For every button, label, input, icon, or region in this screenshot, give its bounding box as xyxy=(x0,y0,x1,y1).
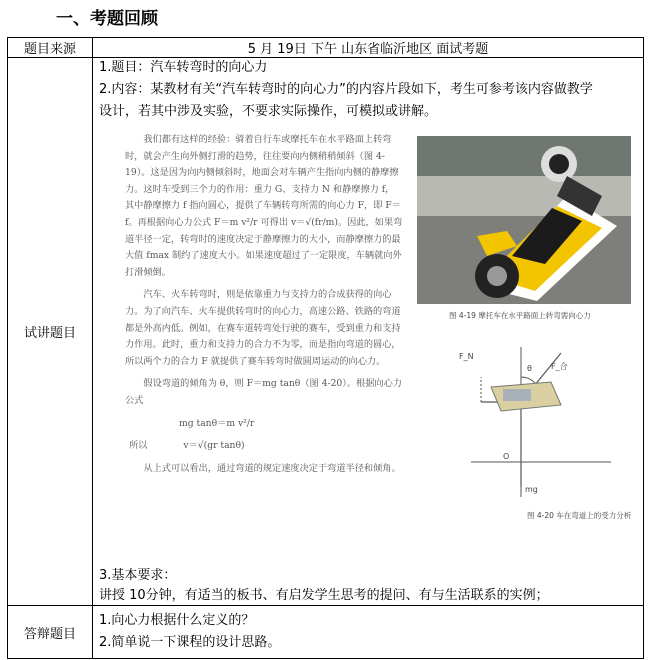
label-f: F_合 xyxy=(551,362,568,371)
motorcycle-photo xyxy=(417,136,631,304)
lecture-row xyxy=(8,58,644,606)
label-mg: mg xyxy=(525,485,538,494)
lecture-content-line2: 设计，若其中涉及实验，不要求实际操作，可模拟或讲解。 xyxy=(99,104,438,119)
excerpt-paragraph-3: 假设弯道的倾角为 θ，则 F＝mg tanθ（图 4-20）。根据向心力公式 xyxy=(125,378,402,406)
section-heading: 一、考题回顾 xyxy=(56,9,158,29)
formula-1-text: mg tanθ＝m v²/r xyxy=(179,417,255,429)
lecture-content-cell xyxy=(93,58,644,606)
excerpt-paragraph-1: 我们都有这样的经验：骑着自行车或摩托车在水平路面上转弯时，就会产生向外侧打滑的趋势，往往要向内侧稍稍倾斜（图 4-19）。这是因为向内侧倾斜时，地面会对车辆产生指向内侧的静摩擦力。这时车受到三个力的作用：重力 G、支持力 N 和静摩擦力 f，其中静摩擦力 f 指向圆心，提供了车辆转弯所需的向心力 F，即 F＝f。再根据向心力公式 F＝m v²/r 可得出 v＝√(fr/m)。因此，如果弯道半径一定，转弯时的速度决定于静摩擦力的大小，而静摩擦力的最大值 fmax 制约了速度大小。如果速度超过了一定限度，车辆就向外打滑倾倒。 xyxy=(125,134,403,278)
lecture-content-line1: 2.内容：某教材有关“汽车转弯时的向心力”的内容片段如下，考生可参考该内容做教学 xyxy=(99,82,593,97)
requirement-text: 讲授 10分钟，有适当的板书、有启发学生思考的提问、有与生活联系的实例； xyxy=(99,588,549,603)
label-o: O xyxy=(503,452,510,461)
source-value: 5 月 19日 下午 山东省临沂地区 面试考题 xyxy=(93,38,644,58)
requirement-title: 3.基本要求： xyxy=(99,568,177,583)
defense-question-2: 2.简单说一下课程的设计思路。 xyxy=(99,635,281,650)
formula-2 xyxy=(125,438,403,455)
figure-4-20-caption: 图 4-20 车在弯道上的受力分析 xyxy=(527,511,632,520)
source-label: 题目来源 xyxy=(8,38,93,58)
exam-table xyxy=(7,37,644,659)
excerpt-text xyxy=(125,132,403,483)
lecture-content xyxy=(93,58,643,605)
defense-question-1: 1.向心力根据什么定义的？ xyxy=(99,613,255,628)
textbook-excerpt xyxy=(115,132,652,567)
force-diagram xyxy=(451,347,631,497)
formula-1 xyxy=(125,416,403,433)
formula-2-prefix: 所以 xyxy=(129,440,148,452)
excerpt-paragraph-2: 汽车、火车转弯时，则是依靠重力与支持力的合成获得的向心力。为了向汽车、火车提供转弯时的向心力，高速公路、铁路的弯道都是外高内低。例如，在赛车道转弯处行驶的赛车，受到重力和支持力作用。此时，重力和支持力的合力不为零，而是指向弯道的圆心，所以两个力的合力 F 就提供了赛车转弯时做圆周运动的向心力。 xyxy=(125,289,401,367)
excerpt-paragraph-4: 从上式可以看出，通过弯道的规定速度决定于弯道半径和倾角。 xyxy=(143,462,401,474)
lecture-topic: 1.题目：汽车转弯时的向心力 xyxy=(99,60,268,75)
source-row xyxy=(8,38,644,58)
label-theta: θ xyxy=(527,364,532,373)
defense-label: 答辩题目 xyxy=(8,606,93,659)
figure-4-19-caption: 图 4-19 摩托车在水平路面上转弯需向心力 xyxy=(449,311,591,320)
defense-row xyxy=(8,606,644,659)
defense-content xyxy=(93,606,644,659)
lecture-label: 试讲题目 xyxy=(8,58,93,606)
formula-2-text: v＝√(gr tanθ) xyxy=(183,440,245,452)
label-fn: F_N xyxy=(459,352,474,361)
